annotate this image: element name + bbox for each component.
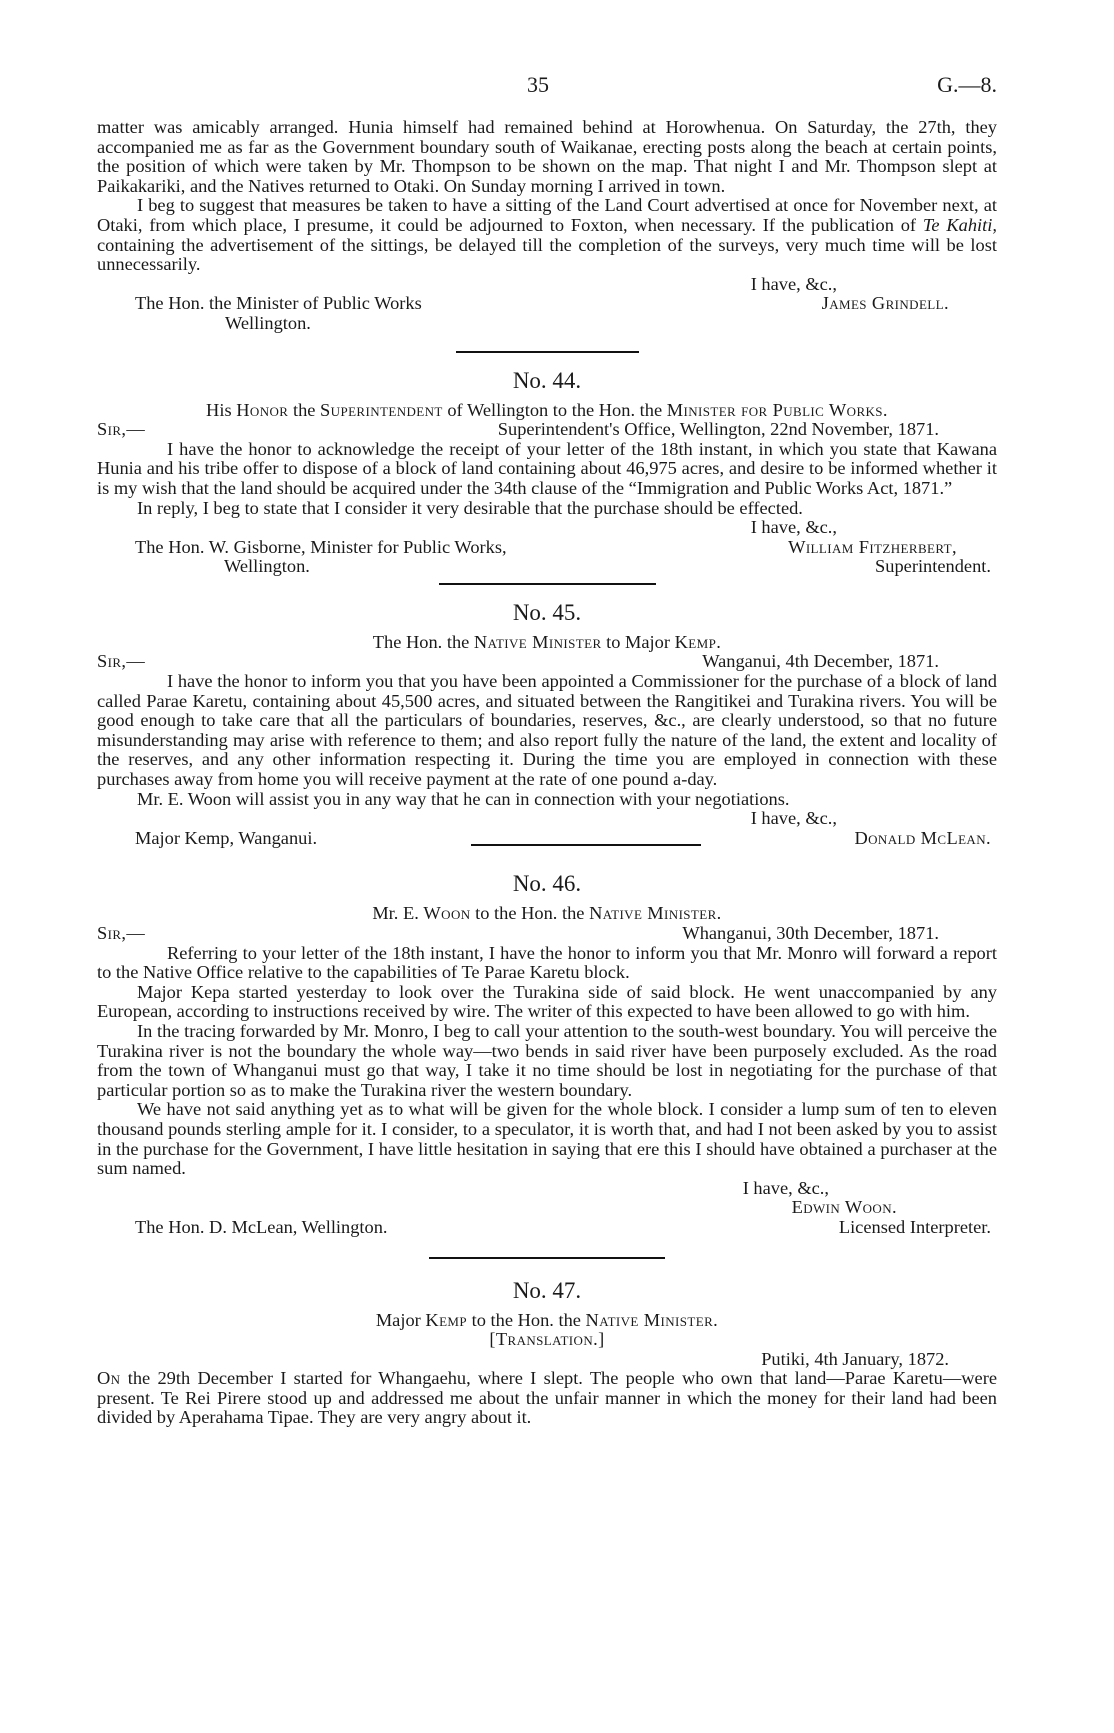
- page-reference: G.—8.: [937, 72, 997, 97]
- paragraph: We have not said anything yet as to what will be given for the whole block. I consider a lump sum of ten to eleven thousand pounds sterling ample for it. I consider, to a speculator, it is worth that, and had I not been asked by you to assist in the purchase for the Government, I have little hesitation in saying that ere this I should have obtained a purchaser at the sum named.: [97, 1099, 997, 1179]
- page-number: 35: [527, 72, 549, 97]
- salutation: Sir,—: [97, 923, 146, 943]
- addressee-place: Wellington.: [224, 556, 310, 577]
- letter-date: Superintendent's Office, Wellington, 22nd November, 1871.: [497, 419, 939, 440]
- letter-date: Wanganui, 4th December, 1871.: [702, 651, 939, 672]
- salutation: Sir,—: [97, 419, 146, 440]
- document-47: [97, 1277, 997, 1429]
- paragraph: Mr. E. Woon will assist you in any way that he can in connection with your negotiations.: [137, 788, 790, 809]
- document-number: No. 47.: [512, 1277, 582, 1303]
- signature-title: Licensed Interpreter.: [838, 1216, 991, 1237]
- letter-continuation: [97, 118, 997, 334]
- paragraph: matter was amicably arranged. Hunia himself had remained behind at Horowhenua. On Saturday, the 27th, they accompanied me as far as the Government boundary south of Waikanae, erecting posts along the beach at certain points, the position of which were taken by Mr. Thompson to be shown on the map. That night I and Mr. Thompson slept at Paikakariki, and the Natives returned to Otaki. On Sunday morning I arrived in town.: [97, 117, 997, 196]
- closing: I have, &c.,: [750, 517, 837, 538]
- paragraph: On the 29th December I started for Whangaehu, where I slept. The people who own that land—Parae Karetu—were present. Te Rei Pirere stood up and addressed me about the unfair manner in which the money for their land had been divided by Aperahama Tipae. They are very angry about it.: [97, 1368, 997, 1428]
- letter-date: Whanganui, 30th December, 1871.: [682, 923, 939, 943]
- signature: Donald McLean.: [854, 827, 991, 848]
- page-content: [97, 118, 997, 1428]
- document-heading: The Hon. the Native Minister to Major Kemp.: [372, 631, 722, 652]
- section-divider: [439, 583, 656, 585]
- document-46: [97, 870, 997, 1237]
- closing: I have, &c.,: [742, 1177, 829, 1198]
- signature: William Fitzherbert,: [788, 536, 957, 557]
- addressee-place: Wellington.: [225, 312, 311, 333]
- document-number: No. 46.: [512, 871, 582, 897]
- signature: James Grindell.: [821, 293, 949, 314]
- addressee: The Hon. the Minister of Public Works: [135, 293, 422, 314]
- paragraph: Major Kepa started yesterday to look over the Turakina side of said block. He went unaccompanied by any European, according to instructions received by wire. The writer of this expected to have been allowed to go with him.: [97, 981, 997, 1022]
- paragraph: I have the honor to acknowledge the receipt of your letter of the 18th instant, in which you state that Kawana Hunia and his tribe offer to dispose of a block of land containing about 46,975 acres, and desire to be informed whether it is my wish that the land should be acquired under the 34th clause of the “Immigration and Public Works Act, 1871.”: [97, 438, 997, 498]
- paragraph: In reply, I beg to state that I consider it very desirable that the purchase should be effected.: [137, 497, 803, 518]
- closing: I have, &c.,: [750, 808, 837, 829]
- document-number: No. 44.: [512, 367, 582, 393]
- document-heading: His Honor the Superintendent of Wellington to the Hon. the Minister for Public Works.: [206, 399, 888, 420]
- translation-note: [Translation.]: [489, 1329, 605, 1350]
- document-45: [97, 599, 997, 849]
- section-divider: [456, 351, 639, 353]
- salutation: Sir,—: [97, 651, 146, 672]
- addressee: The Hon. W. Gisborne, Minister for Public Works,: [135, 536, 507, 557]
- letter-date: Putiki, 4th January, 1872.: [761, 1348, 949, 1369]
- paragraph: I have the honor to inform you that you have been appointed a Commissioner for the purchase of a block of land called Parae Karetu, containing about 45,500 acres, and situated between the Rangitikei and Turakina rivers. You will be good enough to take care that all the particulars of boundaries, reserves, &c., are clearly understood, so that no future misunderstanding may arise with reference to them; and also report fully the nature of the land, the extent and locality of the reserves, and any other information respecting it. During the time you are employed in connection with these purchases away from home you will receive payment at the rate of one pound a-day.: [97, 671, 997, 790]
- page-header: [0, 72, 1114, 102]
- document-heading: Mr. E. Woon to the Hon. the Native Minister.: [372, 903, 722, 924]
- signature: Edwin Woon.: [791, 1197, 897, 1218]
- paragraph: In the tracing forwarded by Mr. Monro, I beg to call your attention to the south-west boundary. You will perceive the Turakina river is not the boundary the whole way—two bends in said river have been purposely excluded. As the road from the town of Whanganui must go that way, I take it no time should be lost in negotiating for the purchase of that particular portion so as to make the Turakina river the western boundary.: [97, 1020, 997, 1100]
- paragraph: I beg to suggest that measures be taken to have a sitting of the Land Court advertised at once for November next, at Otaki, from which place, I presume, it could be adjourned to Foxton, when necessary. If the publication of Te Kahiti, containing the advertisement of the sittings, be delayed till the completion of the surveys, very much time will be lost unnecessarily.: [97, 195, 997, 275]
- signature-title: Superintendent.: [875, 556, 991, 577]
- addressee: Major Kemp, Wanganui.: [135, 827, 318, 848]
- document-number: No. 45.: [512, 599, 582, 625]
- closing: I have, &c.,: [750, 273, 837, 294]
- document-heading: Major Kemp to the Hon. the Native Minister.: [375, 1309, 719, 1330]
- document-44: [97, 367, 997, 577]
- section-divider: [471, 844, 701, 846]
- addressee: The Hon. D. McLean, Wellington.: [135, 1216, 388, 1237]
- section-divider: [429, 1257, 665, 1259]
- paragraph: Referring to your letter of the 18th instant, I have the honor to inform you that Mr. Monro will forward a report to the Native Office relative to the capabilities of Te Parae Karetu block.: [97, 942, 997, 983]
